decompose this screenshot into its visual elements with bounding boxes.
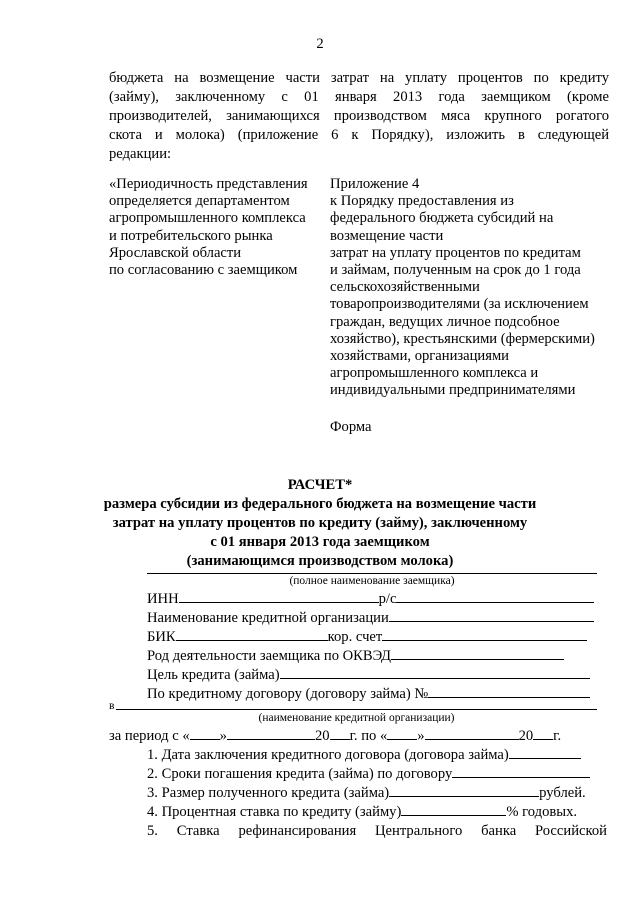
intro-paragraph xyxy=(109,69,609,164)
appendix-line: индивидуальными предпринимателями xyxy=(330,382,576,399)
item-2-label: 2. Сроки погашения кредита (займа) по договору xyxy=(147,766,453,782)
appendix-line: к Порядку предоставления из xyxy=(330,193,514,210)
item-5-word: рефинансирования xyxy=(238,823,357,839)
form-label: Форма xyxy=(330,419,372,435)
period-from-day-field[interactable] xyxy=(190,727,220,740)
note-line: и потребительского рынка xyxy=(109,227,273,244)
kor-label: кор. счет xyxy=(327,629,383,645)
inn-field[interactable] xyxy=(179,590,379,603)
repayment-terms-field[interactable] xyxy=(452,765,590,778)
period-to-label: г. по « xyxy=(349,728,388,744)
appendix-line: хозяйствами, организациями xyxy=(330,348,509,365)
period-from-label: за период с « xyxy=(109,728,190,744)
credit-amount-field[interactable] xyxy=(389,784,539,797)
title-line: размера субсидии из федерального бюджета на возмещение части xyxy=(103,496,537,512)
inn-label: ИНН xyxy=(147,591,179,607)
periodicity-note xyxy=(109,176,308,279)
contract-number-field[interactable] xyxy=(428,685,590,698)
appendix-line: агропромышленного комплекса и xyxy=(330,365,539,382)
v-label: в xyxy=(109,700,115,712)
contract-row xyxy=(147,685,590,704)
note-line: определяется департаментом xyxy=(109,193,290,210)
interest-rate-field[interactable] xyxy=(401,803,506,816)
rs-field[interactable] xyxy=(396,590,594,603)
item-3-label: 3. Размер полученного кредита (займа) xyxy=(147,785,390,801)
document-title xyxy=(0,476,640,571)
borrower-caption: (полное наименование заемщика) xyxy=(289,575,455,587)
appendix-header xyxy=(330,176,595,400)
intro-line: редакции: xyxy=(109,146,172,162)
item-5 xyxy=(147,822,607,841)
period-year-prefix: 20 xyxy=(314,728,330,744)
intro-line: скота и молока) (приложение 6 к Порядку), изложить в следующей xyxy=(109,127,609,143)
period-quote: » xyxy=(417,728,425,744)
period-to-day-field[interactable] xyxy=(387,727,417,740)
intro-line: (займу), заключенному с 01 января 2013 года заемщиком (кроме xyxy=(109,89,609,105)
bank-org-line[interactable] xyxy=(116,709,597,710)
purpose-row xyxy=(147,666,590,685)
appendix-line: и займам, полученным на срок до 1 года xyxy=(330,262,581,279)
period-from-year-field[interactable] xyxy=(330,727,350,740)
item-5-word: Российской xyxy=(535,823,607,839)
item-5-word: Ставка xyxy=(176,823,220,839)
period-to-month-field[interactable] xyxy=(425,727,519,740)
period-to-year-field[interactable] xyxy=(533,727,553,740)
percent-label: % годовых. xyxy=(506,804,578,820)
intro-line: производителей, занимающихся производством мяса крупного рогатого xyxy=(109,108,609,124)
note-line: «Периодичность представления xyxy=(109,176,308,192)
appendix-line: сельскохозяйственными xyxy=(330,279,480,296)
item-5-word: Центрального xyxy=(375,823,463,839)
period-quote: » xyxy=(219,728,227,744)
period-year-suffix: г. xyxy=(553,728,562,744)
bank-caption: (наименование кредитной организации) xyxy=(258,712,455,724)
inn-row xyxy=(147,590,594,609)
purpose-field[interactable] xyxy=(280,666,590,679)
item-5-word: 5. xyxy=(147,823,158,839)
okved-row xyxy=(147,647,564,666)
contract-label: По кредитному договору (договору займа) № xyxy=(147,686,429,702)
item-1-label: 1. Дата заключения кредитного договора (договора займа) xyxy=(147,747,509,763)
currency-label: рублей. xyxy=(539,785,586,801)
kor-field[interactable] xyxy=(382,628,587,641)
appendix-line: граждан, ведущих личное подсобное xyxy=(330,313,560,330)
title-line: (занимающимся производством молока) xyxy=(186,553,454,569)
borrower-name-line[interactable] xyxy=(147,573,597,574)
item-3 xyxy=(147,784,586,803)
note-line: агропромышленного комплекса xyxy=(109,210,306,227)
title-line: затрат на уплату процентов по кредиту (займу), заключенному xyxy=(112,515,528,531)
period-row xyxy=(109,727,561,746)
appendix-line: хозяйство), крестьянскими (фермерскими) xyxy=(330,330,595,347)
okved-field[interactable] xyxy=(391,647,564,660)
appendix-line: затрат на уплату процентов по кредитам xyxy=(330,244,581,261)
bik-label: БИК xyxy=(147,629,176,645)
bik-field[interactable] xyxy=(176,628,328,641)
title-line: с 01 января 2013 года заемщиком xyxy=(210,534,430,550)
item-4-label: 4. Процентная ставка по кредиту (займу) xyxy=(147,804,402,820)
period-from-month-field[interactable] xyxy=(227,727,315,740)
note-line: Ярославской области xyxy=(109,244,242,261)
page-number: 2 xyxy=(316,36,324,52)
intro-line: бюджета на возмещение части затрат на уплату процентов по кредиту xyxy=(109,70,609,86)
item-4 xyxy=(147,803,577,822)
bik-row xyxy=(147,628,587,647)
rs-label: р/с xyxy=(378,591,397,607)
title-line: РАСЧЕТ* xyxy=(287,477,353,493)
appendix-line: товаропроизводителями (за исключением xyxy=(330,296,589,313)
purpose-label: Цель кредита (займа) xyxy=(147,667,280,683)
item-1 xyxy=(147,746,581,765)
item-2 xyxy=(147,765,590,784)
item-5-word: банка xyxy=(481,823,517,839)
period-year-prefix: 20 xyxy=(518,728,534,744)
appendix-line: возмещение части xyxy=(330,227,444,244)
contract-date-field[interactable] xyxy=(509,746,581,759)
bank-name-field[interactable] xyxy=(389,609,594,622)
appendix-line: Приложение 4 xyxy=(330,176,420,192)
appendix-line: федерального бюджета субсидий на xyxy=(330,210,554,227)
okved-label: Род деятельности заемщика по ОКВЭД xyxy=(147,648,392,664)
bank-name-row xyxy=(147,609,594,628)
note-line: по согласованию с заемщиком xyxy=(109,262,298,279)
bank-name-label: Наименование кредитной организации xyxy=(147,610,389,626)
